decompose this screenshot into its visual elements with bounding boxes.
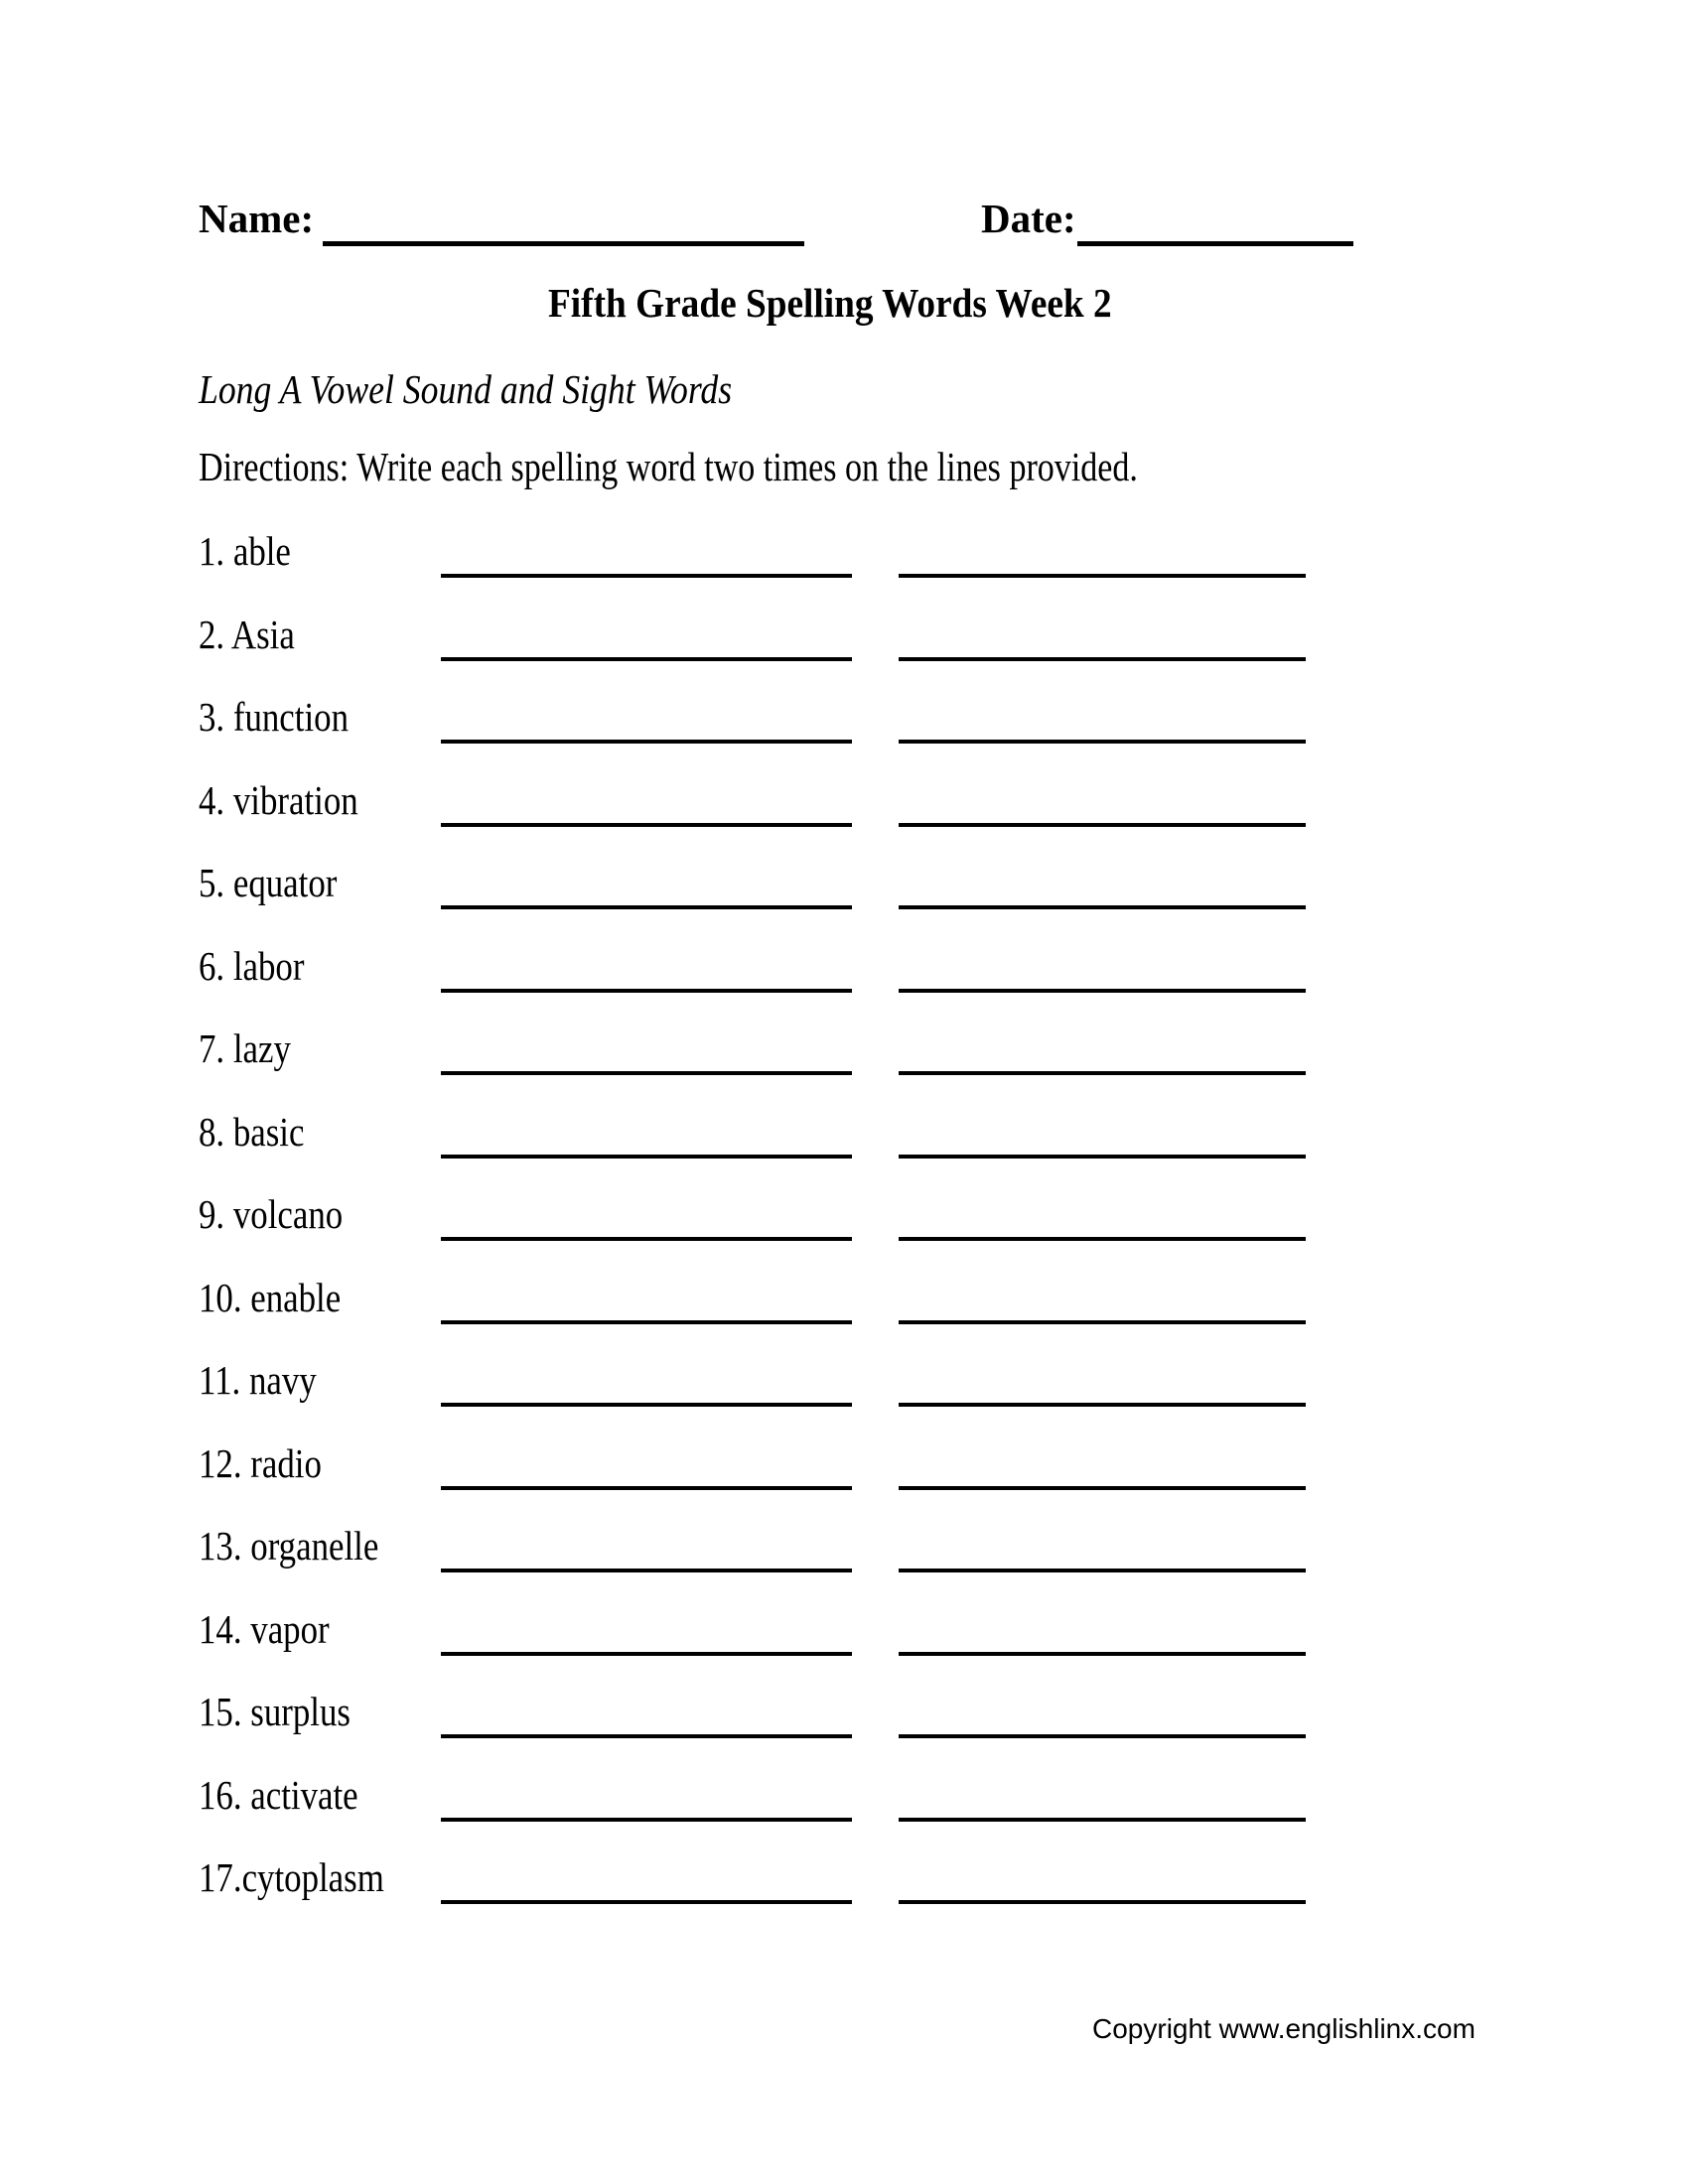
- writing-line-2[interactable]: [899, 657, 1306, 661]
- word-label: 2. Asia: [199, 611, 295, 657]
- word-label: 4. vibration: [199, 776, 358, 823]
- word-label: 11. navy: [199, 1357, 317, 1403]
- writing-line-1[interactable]: [441, 1071, 852, 1075]
- writing-line-1[interactable]: [441, 989, 852, 993]
- word-row: [0, 860, 1688, 943]
- word-row: [0, 1606, 1688, 1690]
- writing-line-2[interactable]: [899, 1071, 1306, 1075]
- writing-line-2[interactable]: [899, 989, 1306, 993]
- word-row: [0, 1772, 1688, 1855]
- word-row: [0, 1109, 1688, 1192]
- writing-line-1[interactable]: [441, 1320, 852, 1324]
- writing-line-2[interactable]: [899, 1403, 1306, 1407]
- word-row: [0, 1357, 1688, 1440]
- writing-line-1[interactable]: [441, 1900, 852, 1904]
- word-label: 7. lazy: [199, 1025, 291, 1071]
- word-row: [0, 1689, 1688, 1772]
- word-row: [0, 1275, 1688, 1358]
- word-row: [0, 1440, 1688, 1524]
- word-label: 10. enable: [199, 1274, 342, 1320]
- writing-line-1[interactable]: [441, 657, 852, 661]
- name-label: Name:: [199, 196, 315, 241]
- word-label: 12. radio: [199, 1439, 322, 1486]
- subtitle: Long A Vowel Sound and Sight Words: [199, 366, 733, 412]
- word-row: [0, 1191, 1688, 1275]
- word-label: 15. surplus: [199, 1689, 351, 1734]
- word-row: [0, 1523, 1688, 1606]
- word-label: 1. able: [199, 528, 291, 574]
- writing-line-1[interactable]: [441, 1486, 852, 1490]
- date-label: Date:: [981, 196, 1076, 241]
- word-label: 13. organelle: [199, 1523, 379, 1569]
- word-label: 5. equator: [199, 860, 338, 905]
- writing-line-1[interactable]: [441, 1569, 852, 1572]
- writing-line-2[interactable]: [899, 1652, 1306, 1656]
- writing-line-2[interactable]: [899, 1237, 1306, 1241]
- writing-line-2[interactable]: [899, 905, 1306, 909]
- word-label: 16. activate: [199, 1771, 358, 1818]
- writing-line-1[interactable]: [441, 1155, 852, 1159]
- word-row: [0, 1854, 1688, 1938]
- name-input-line[interactable]: [323, 241, 804, 246]
- writing-line-1[interactable]: [441, 1652, 852, 1656]
- word-label: 3. function: [199, 694, 349, 740]
- word-label: 14. vapor: [199, 1605, 330, 1652]
- word-label: 9. volcano: [199, 1191, 344, 1237]
- writing-line-2[interactable]: [899, 1155, 1306, 1159]
- writing-line-2[interactable]: [899, 1900, 1306, 1904]
- writing-line-1[interactable]: [441, 905, 852, 909]
- writing-line-1[interactable]: [441, 1403, 852, 1407]
- word-row: [0, 694, 1688, 777]
- date-input-line[interactable]: [1077, 241, 1353, 246]
- writing-line-1[interactable]: [441, 1734, 852, 1738]
- writing-line-2[interactable]: [899, 1734, 1306, 1738]
- writing-line-2[interactable]: [899, 1486, 1306, 1490]
- directions-text: Directions: Write each spelling word two times on the lines provided.: [199, 444, 1138, 489]
- writing-line-2[interactable]: [899, 1320, 1306, 1324]
- writing-line-2[interactable]: [899, 574, 1306, 578]
- word-row: [0, 1025, 1688, 1109]
- word-label: 8. basic: [199, 1108, 305, 1155]
- writing-line-1[interactable]: [441, 823, 852, 827]
- word-label: 17.cytoplasm: [199, 1854, 384, 1900]
- writing-line-2[interactable]: [899, 1818, 1306, 1822]
- writing-line-2[interactable]: [899, 1569, 1306, 1572]
- word-row: [0, 943, 1688, 1026]
- writing-line-1[interactable]: [441, 740, 852, 744]
- word-row: [0, 528, 1688, 612]
- word-row: [0, 612, 1688, 695]
- word-row: [0, 777, 1688, 861]
- writing-line-2[interactable]: [899, 740, 1306, 744]
- writing-line-1[interactable]: [441, 1237, 852, 1241]
- copyright-text: Copyright www.englishlinx.com: [1092, 2013, 1476, 2044]
- writing-line-1[interactable]: [441, 1818, 852, 1822]
- word-label: 6. labor: [199, 942, 305, 989]
- writing-line-2[interactable]: [899, 823, 1306, 827]
- page-title: Fifth Grade Spelling Words Week 2: [548, 280, 1112, 326]
- writing-line-1[interactable]: [441, 574, 852, 578]
